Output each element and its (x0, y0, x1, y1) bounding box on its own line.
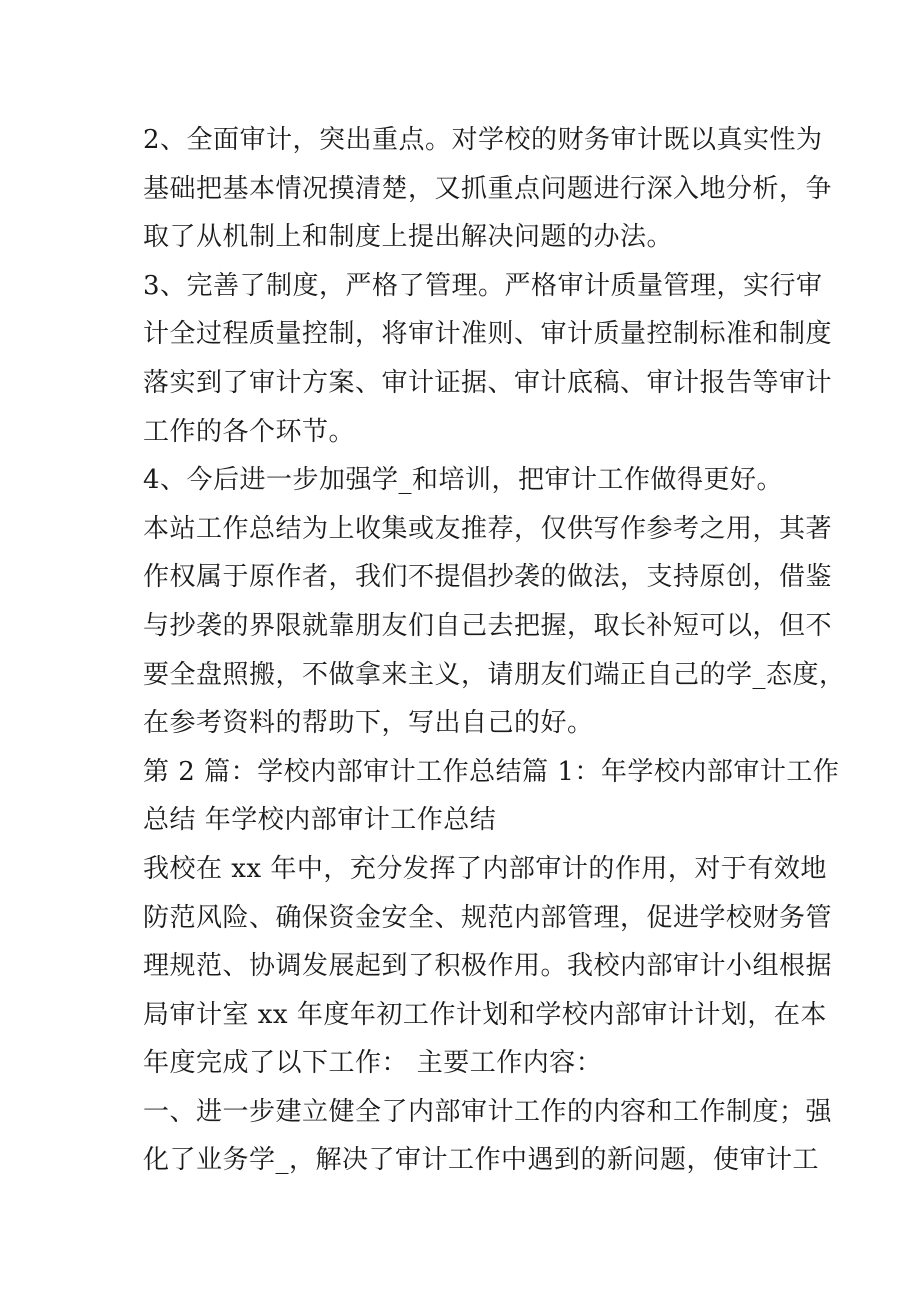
text-line: 理规范、协调发展起到了积极作用。我校内部审计小组根据 (143, 951, 833, 982)
text-line: 化了业务学_，解决了审计工作中遇到的新问题，使审计工 (143, 1145, 820, 1176)
text-line: 要全盘照搬，不做拿来主义，请朋友们端正自己的学_态度， (143, 659, 846, 690)
text-line: 工作的各个环节。 (143, 416, 356, 447)
text-line: 防范风险、确保资金安全、规范内部管理，促进学校财务管 (143, 902, 833, 933)
text-line: 与抄袭的界限就靠朋友们自己去把握，取长补短可以，但不 (143, 610, 833, 641)
text-line: 基础把基本情况摸清楚，又抓重点问题进行深入地分析，争 (143, 173, 833, 204)
text-line: 落实到了审计方案、审计证据、审计底稿、审计报告等审计 (143, 367, 833, 398)
text-line: 局审计室 xx 年度年初工作计划和学校内部审计计划，在本 (143, 999, 827, 1030)
text-line: 在参考资料的帮助下，写出自己的好。 (143, 708, 594, 739)
text-line: 取了从机制上和制度上提出解决问题的办法。 (143, 222, 674, 253)
text-line: 4、今后进一步加强学_和培训，把审计工作做得更好。 (143, 465, 784, 496)
text-line: 计全过程质量控制，将审计准则、审计质量控制标准和制度 (143, 319, 833, 350)
text-line: 3、完善了制度，严格了管理。严格审计质量管理，实行审 (143, 270, 823, 301)
section-heading-line: 总结 年学校内部审计工作总结 (143, 805, 497, 836)
section-heading-line: 第 2 篇：学校内部审计工作总结篇 1：年学校内部审计工作 (143, 756, 840, 787)
text-line: 我校在 xx 年中，充分发挥了内部审计的作用，对于有效地 (143, 853, 827, 884)
text-line: 本站工作总结为上收集或友推荐，仅供写作参考之用，其著 (143, 513, 833, 544)
document-body (143, 116, 846, 1185)
text-line: 作权属于原作者，我们不提倡抄袭的做法，支持原创，借鉴 (143, 562, 833, 593)
text-line: 2、全面审计，突出重点。对学校的财务审计既以真实性为 (143, 125, 823, 155)
text-line: 年度完成了以下工作： 主要工作内容： (143, 1048, 603, 1079)
text-line: 一、进一步建立健全了内部审计工作的内容和工作制度；强 (143, 1096, 833, 1127)
